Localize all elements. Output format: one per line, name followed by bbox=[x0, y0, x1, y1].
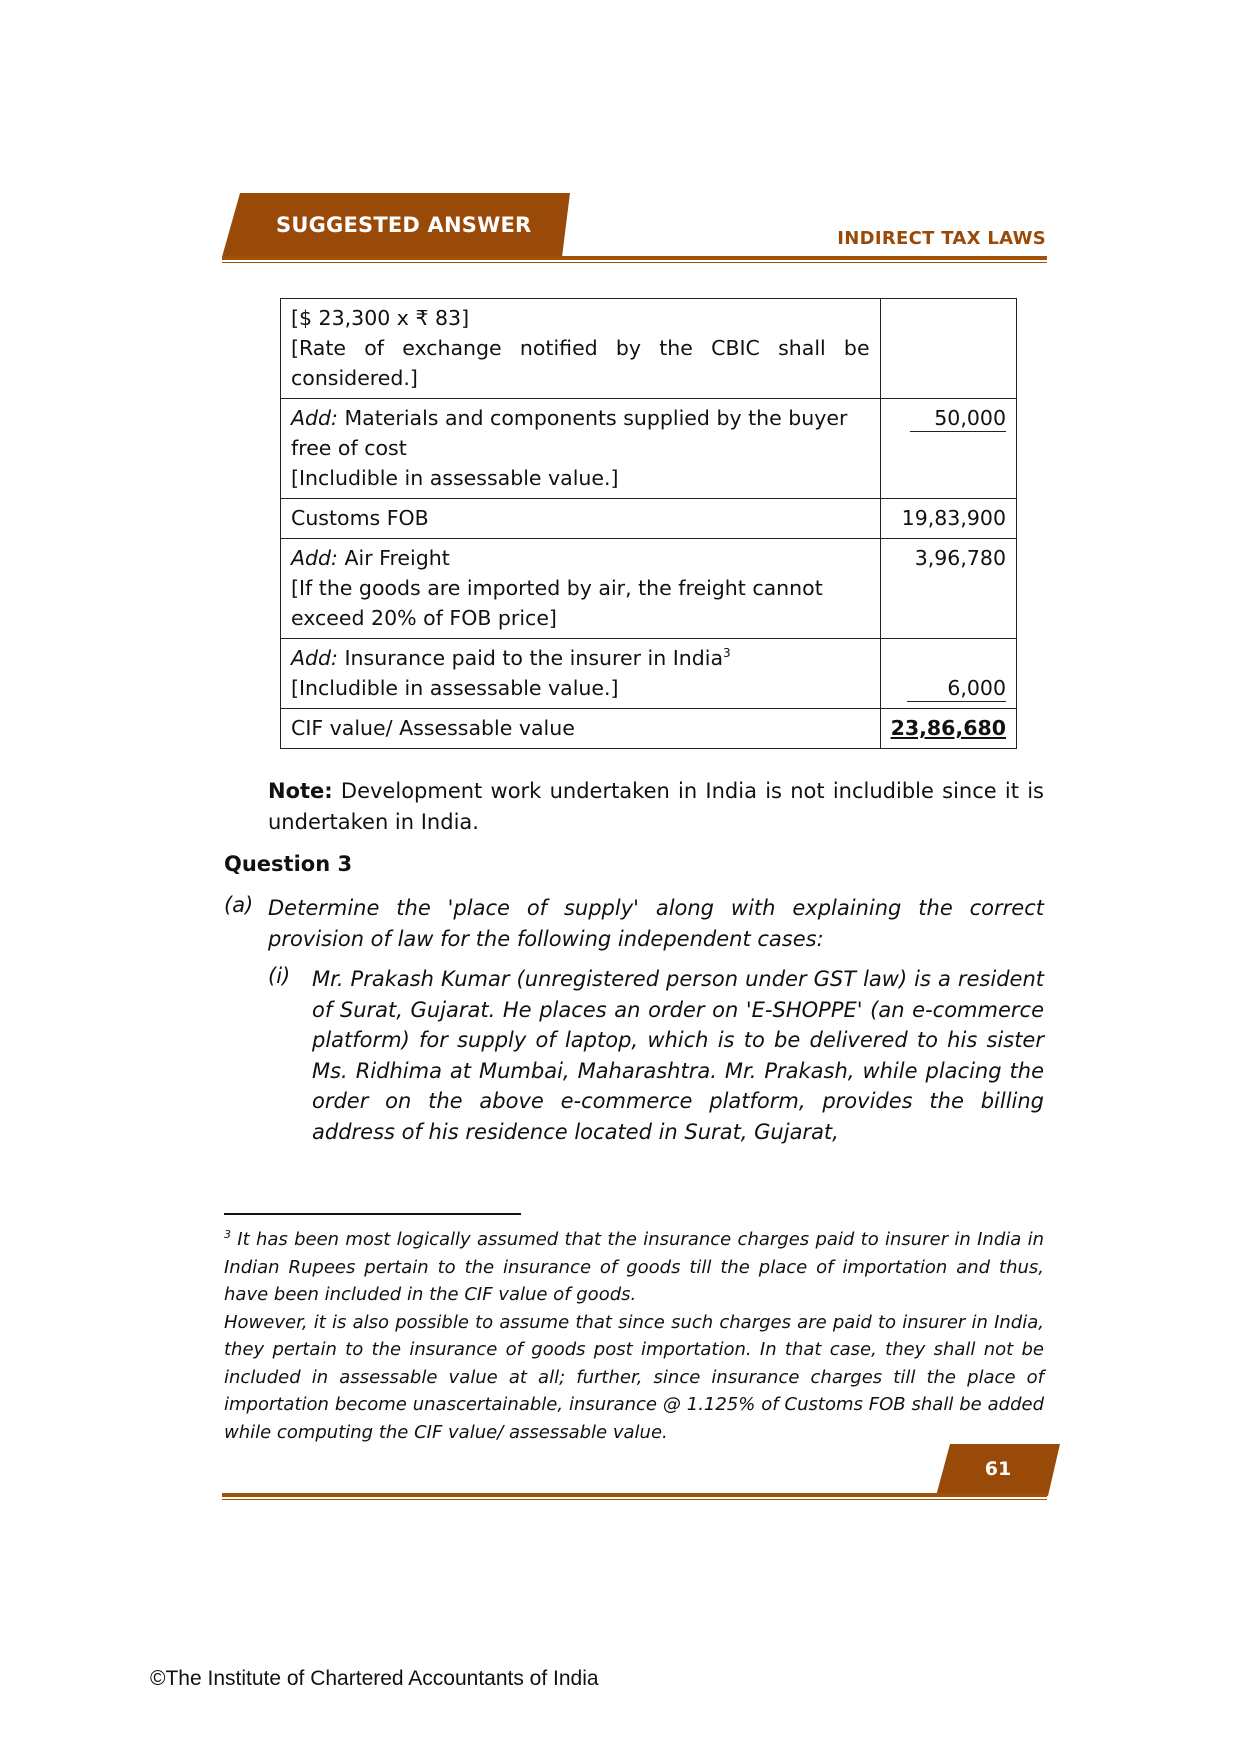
amount-value: 19,83,900 bbox=[901, 506, 1006, 530]
row-text: [$ 23,300 x ₹ 83] bbox=[291, 306, 470, 330]
note-text: Development work undertaken in India is not includible since it is undertaken in India. bbox=[268, 779, 1044, 834]
table-cell-amount bbox=[880, 709, 1016, 749]
amount-value: 3,96,780 bbox=[914, 546, 1006, 570]
footnote bbox=[224, 1226, 1044, 1446]
header-subject: INDIRECT TAX LAWS bbox=[837, 228, 1046, 249]
amount-value: 6,000 bbox=[907, 675, 1006, 702]
row-note: [Includible in assessable value.] bbox=[291, 466, 619, 490]
page-number-tab bbox=[936, 1444, 1060, 1496]
question-part-a-label: (a) bbox=[224, 893, 254, 917]
table-cell-description bbox=[281, 299, 881, 399]
note-paragraph bbox=[268, 776, 1044, 838]
table-row bbox=[281, 399, 1017, 499]
footer-rule bbox=[222, 1493, 1047, 1497]
copyright-notice: ©The Institute of Chartered Accountants of India bbox=[150, 1667, 599, 1690]
row-text: Air Freight bbox=[337, 546, 450, 570]
table-cell-description bbox=[281, 639, 881, 709]
footnote-marker: 3 bbox=[224, 1228, 231, 1241]
row-note: [If the goods are imported by air, the freight cannot exceed 20% of FOB price] bbox=[291, 576, 823, 630]
header-tab-label: SUGGESTED ANSWER bbox=[276, 213, 532, 237]
table-row bbox=[281, 709, 1017, 749]
row-note: [Rate of exchange notified by the CBIC shall be considered.] bbox=[291, 336, 870, 390]
note-label: Note: bbox=[268, 779, 333, 803]
valuation-table bbox=[280, 298, 1017, 749]
footnote-ref: 3 bbox=[723, 646, 731, 661]
header-rule bbox=[222, 256, 1047, 260]
table-cell-description bbox=[281, 399, 881, 499]
table-row bbox=[281, 539, 1017, 639]
page-number: 61 bbox=[984, 1458, 1012, 1480]
footnote-separator bbox=[224, 1213, 521, 1215]
amount-value: 50,000 bbox=[910, 405, 1006, 432]
add-prefix: Add: bbox=[291, 406, 338, 430]
table-cell-description bbox=[281, 539, 881, 639]
table-row bbox=[281, 299, 1017, 399]
table-cell-amount bbox=[880, 499, 1016, 539]
table-cell-amount bbox=[880, 399, 1016, 499]
footer-rule-thin bbox=[222, 1499, 1047, 1500]
header-tab bbox=[222, 193, 570, 259]
add-prefix: Add: bbox=[291, 646, 338, 670]
question-part-a-text: Determine the 'place of supply' along with explaining the correct provision of law for the following independent cases: bbox=[268, 896, 1044, 951]
table-cell-amount bbox=[880, 539, 1016, 639]
row-text: Insurance paid to the insurer in India bbox=[337, 646, 724, 670]
question-title: Question 3 bbox=[224, 852, 353, 876]
table-cell-description bbox=[281, 709, 881, 749]
row-note: [Includible in assessable value.] bbox=[291, 676, 619, 700]
question-part-i-text: Mr. Prakash Kumar (unregistered person under GST law) is a resident of Surat, Gujarat. He places an order on 'E-SHOPPE' (an e-commerce platform) for supply of laptop, which is to be delivered to his sister Ms. Ridhima at Mumbai, Maharashtra. Mr. Prakash, while placing the order on the above e-commerce platform, provides the billing address of his residence located in Surat, Gujarat, bbox=[312, 967, 1044, 1144]
row-text: Customs FOB bbox=[291, 506, 429, 530]
table-cell-description bbox=[281, 499, 881, 539]
footnote-para-1: It has been most logically assumed that the insurance charges paid to insurer in India in Indian Rupees pertain to the insurance of goods till the place of importation and thus, have been included in the CIF value of goods. bbox=[224, 1229, 1044, 1305]
add-prefix: Add: bbox=[291, 546, 338, 570]
question-part-i-label: (i) bbox=[268, 964, 291, 988]
table-row bbox=[281, 499, 1017, 539]
table-row bbox=[281, 639, 1017, 709]
header-rule-thin bbox=[222, 262, 1047, 263]
row-text: CIF value/ Assessable value bbox=[291, 716, 575, 740]
row-text: Materials and components supplied by the buyer free of cost bbox=[291, 406, 848, 460]
footnote-para-2: However, it is also possible to assume that since such charges are paid to insurer in India, they pertain to the insurance of goods post importation. In that case, they shall not be included in assessable value at all; further, since insurance charges till the place of importation become unascertainable, insurance @ 1.125% of Customs FOB shall be added while computing the CIF value/ assessable value. bbox=[224, 1311, 1044, 1443]
table-cell-amount bbox=[880, 639, 1016, 709]
total-value: 23,86,680 bbox=[890, 716, 1006, 740]
table-cell-amount bbox=[880, 299, 1016, 399]
